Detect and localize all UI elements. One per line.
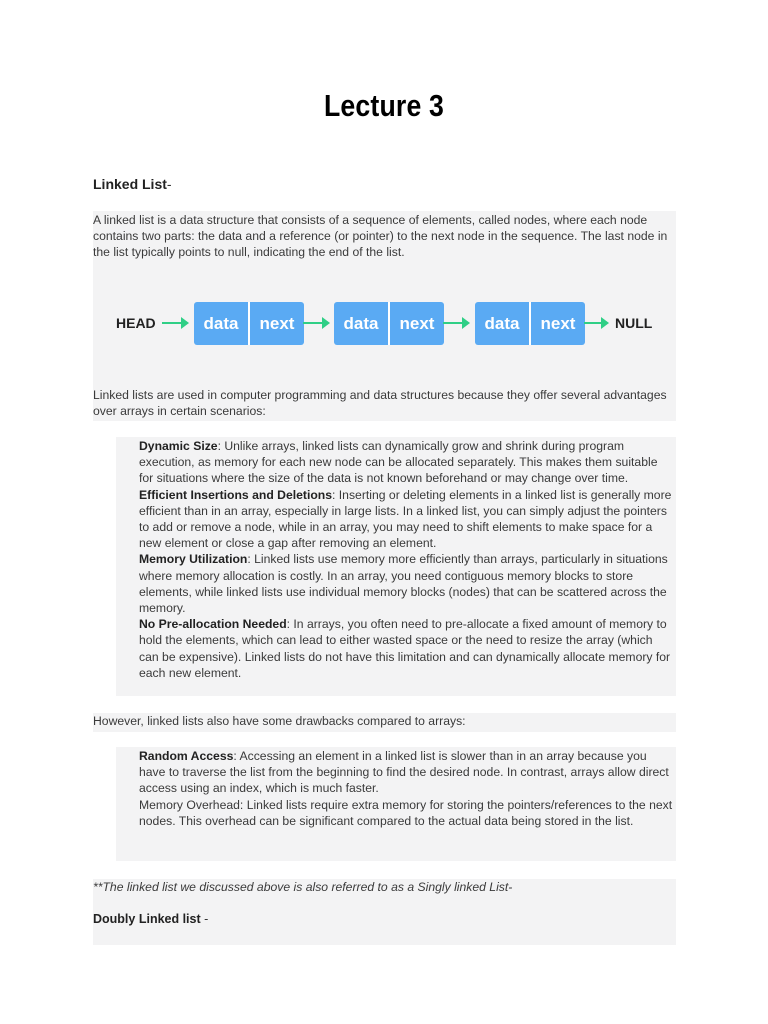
node-next-cell: next [248, 302, 304, 345]
item-text: : Accessing an element in a linked list is slower than in an array because you have to traverse the list from the beginning to find the desired node. In contrast, arrays allow direct access using an index, which is much faster. [139, 749, 669, 796]
list-item [139, 797, 675, 829]
linked-list-heading [93, 176, 172, 192]
item-text: Memory Overhead: Linked lists require extra memory for storing the pointers/references to the next nodes. This overhead can be significant compared to the actual data being stored in the list. [139, 797, 673, 828]
usage-text: Linked lists are used in computer programming and data structures because they offer several advantages over arrays in certain scenarios: [93, 388, 667, 419]
item-text: : Unlike arrays, linked lists can dynamically grow and shrink during program execution, as memory for each new node can be allocated separately. This makes them suitable for situations where the size of the data is not known beforehand or may change over time. [139, 439, 658, 486]
doubly-heading [93, 912, 208, 926]
item-term: Dynamic Size [139, 439, 218, 453]
list-item [139, 487, 675, 552]
arrow-icon [162, 322, 186, 324]
drawbacks-intro [93, 713, 673, 729]
node-data-cell: data [484, 313, 520, 333]
item-text: : Linked lists use memory more efficiently than arrays, particularly in situations where memory allocation is costly. In an array, you need contiguous memory blocks to store elements, while linked lists use individual memory blocks (nodes) that can be scattered across the memory. [139, 552, 668, 616]
linked-list-diagram [110, 300, 670, 348]
arrow-icon [303, 322, 327, 324]
list-item [139, 748, 675, 797]
item-term: Random Access [139, 749, 234, 763]
doubly-heading-text: Doubly Linked list [93, 912, 201, 926]
list-item [139, 438, 675, 487]
item-term: Memory Utilization [139, 552, 248, 567]
linked-list-heading-text: Linked List [93, 176, 167, 192]
item-term: No Pre-allocation Needed [139, 617, 287, 632]
node-next-cell: next [529, 302, 585, 345]
page-title: Lecture 3 [323, 88, 445, 123]
singly-note-text: **The linked list we discussed above is also referred to as a Singly linked List- [93, 880, 513, 894]
advantages-list [139, 438, 675, 681]
item-text: : Inserting or deleting elements in a linked list is generally more efficient than in an array, especially in large lists. In a linked list, you can simply adjust the pointers to add or remove a node, while in an array, you may need to shift elements to make space for a new element or close a gap after removing an element. [139, 487, 672, 551]
heading-suffix: - [166, 176, 172, 192]
intro-paragraph [93, 212, 673, 261]
intro-text: A linked list is a data structure that consists of a sequence of elements, called nodes, where each node contains two parts: the data and a reference (or pointer) to the next node in the sequence. The last node in the list typically points to null, indicating the end of the list. [93, 213, 668, 260]
item-text: : In arrays, you often need to pre-allocate a fixed amount of memory to hold the elements, which can lead to either wasted space or the need to resize the array (which can be expensive). Linked lists do not have this limitation and can dynamically allocate memory for each new element. [139, 617, 671, 680]
heading-suffix: - [200, 912, 209, 926]
diagram-node [334, 302, 444, 345]
drawbacks-intro-text: However, linked lists also have some drawbacks compared to arrays: [93, 714, 466, 728]
node-data-cell: data [203, 313, 239, 333]
arrow-icon [443, 322, 467, 324]
list-item [139, 616, 675, 681]
null-label: NULL [615, 315, 653, 331]
node-data-cell: data [343, 313, 379, 333]
singly-note [93, 879, 673, 895]
diagram-node [194, 302, 304, 345]
arrow-icon [584, 322, 606, 324]
drawbacks-list [139, 748, 675, 829]
diagram-node [475, 302, 585, 345]
list-item [139, 551, 675, 616]
item-term: Efficient Insertions and Deletions [139, 487, 333, 502]
head-label: HEAD [116, 315, 156, 331]
usage-paragraph [93, 387, 673, 419]
node-next-cell: next [388, 302, 444, 345]
